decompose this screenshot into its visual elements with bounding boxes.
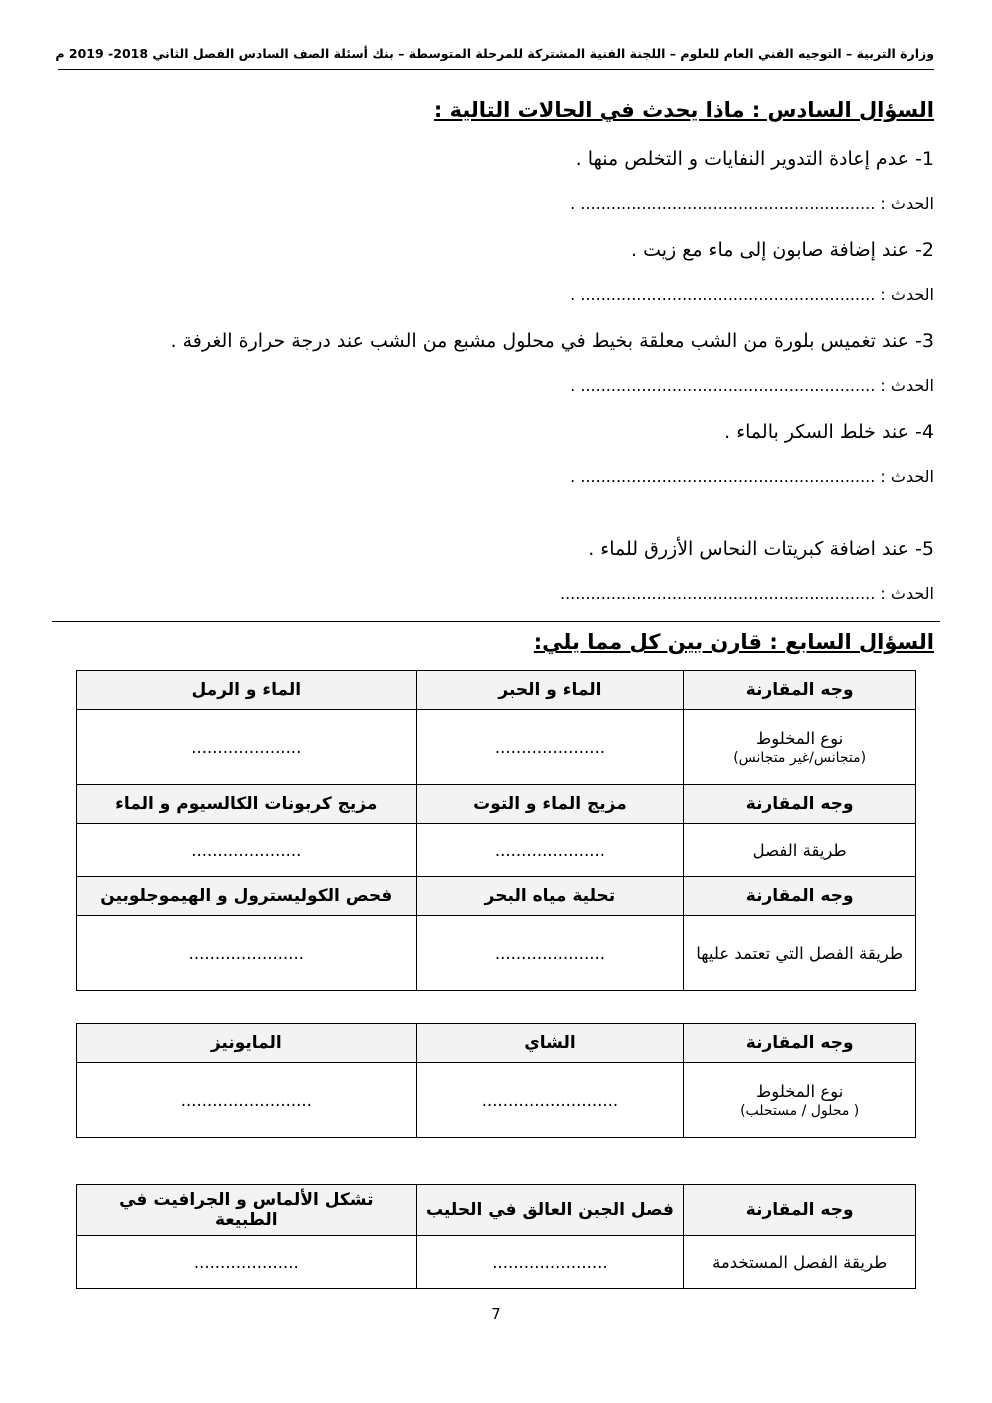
table-cell: ...................... [77,916,417,991]
item-text-1: 1- عدم إعادة التدوير النفايات و التخلص منها . [575,148,934,170]
question-six-section [58,98,934,603]
table-3-header-row [77,1185,916,1236]
table-cell: .......................... [416,1063,684,1138]
table-cell: الماء و الرمل [77,671,417,710]
table-cell: ...................... [416,1236,684,1289]
question-seven-section [58,630,934,1289]
table-cell: طريقة الفصل المستخدمة [684,1236,916,1289]
table-1-data-row-3 [77,916,916,991]
question-item-1 [58,148,934,213]
comparison-table-1 [76,670,916,991]
table-cell: طريقة الفصل التي تعتمد عليها [684,916,916,991]
answer-line-1: الحدث : .......................................................... . [570,194,934,213]
document-header [55,46,934,70]
cell-sub-text: (متجانس/غير متجانس) [733,749,867,766]
question-item-2 [58,239,934,304]
table-cell: تحلية مياه البحر [416,877,684,916]
table-cell: وجه المقارنة [684,877,916,916]
comparison-table-2 [76,1023,916,1138]
table-cell: وجه المقارنة [684,785,916,824]
table-cell: وجه المقارنة [684,1185,916,1236]
table-cell: وجه المقارنة [684,1024,916,1063]
answer-line-2: الحدث : .......................................................... . [570,285,934,304]
table-cell: ......................... [77,1063,417,1138]
section-divider [52,621,940,622]
item-text-3: 3- عند تغميس بلورة من الشب معلقة بخيط في محلول مشبع من الشب عند درجة حرارة الغرفة . [170,330,934,352]
table-cell: مزيج الماء و التوت [416,785,684,824]
question-item-5 [58,538,934,603]
table-2-header-row [77,1024,916,1063]
table-3-data-row [77,1236,916,1289]
table-cell: ..................... [77,824,417,877]
table-1-header-row-1 [77,671,916,710]
question-six-title-row [58,98,934,122]
table-cell: طريقة الفصل [684,824,916,877]
item-text-5: 5- عند اضافة كبريتات النحاس الأزرق للماء . [588,538,934,560]
comparison-table-3 [76,1184,916,1289]
cell-sub-text: ( محلول / مستحلب) [740,1102,860,1119]
answer-line-5: الحدث : .............................................................. [560,584,934,603]
table-cell: فصل الجبن العالق في الحليب [416,1185,684,1236]
question-seven-title-row [58,630,934,654]
table-cell: ..................... [416,916,684,991]
table-cell: الشاي [416,1024,684,1063]
table-cell: المايونيز [77,1024,417,1063]
answer-line-3: الحدث : .......................................................... . [570,376,934,395]
table-1-header-row-2 [77,785,916,824]
question-seven-title: السؤال السابع : قارن بين كل مما يلي: [533,630,934,654]
question-six-title: السؤال السادس : ماذا يحدث في الحالات التالية : [433,98,934,122]
table-cell [684,710,916,785]
item-text-4: 4- عند خلط السكر بالماء . [724,421,934,443]
table-cell: .................... [77,1236,417,1289]
table-2-data-row [77,1063,916,1138]
cell-main-text: نوع المخلوط [756,728,844,748]
header-text: وزارة التربية – التوجيه الفني العام للعلوم – اللجنة الفنية المشتركة للمرحلة المتوسطة – بنك أسئلة الصف السادس الفصل الثاني 2018- 2019 م [55,46,934,61]
table-cell: وجه المقارنة [684,671,916,710]
table-cell [684,1063,916,1138]
table-cell: ..................... [416,824,684,877]
question-item-4 [58,421,934,486]
page-number: 7 [491,1305,501,1323]
table-1-header-row-3 [77,877,916,916]
table-cell: الماء و الحبر [416,671,684,710]
table-cell: ..................... [77,710,417,785]
table-cell: ..................... [416,710,684,785]
table-cell: تشكل الألماس و الجرافيت في الطبيعة [77,1185,417,1236]
item-text-2: 2- عند إضافة صابون إلى ماء مع زيت . [630,239,934,261]
table-cell: مزيج كربونات الكالسيوم و الماء [77,785,417,824]
cell-main-text: نوع المخلوط [756,1081,844,1101]
table-1-data-row-2 [77,824,916,877]
answer-line-4: الحدث : .......................................................... . [570,467,934,486]
table-cell: فحص الكوليسترول و الهيموجلوبين [77,877,417,916]
question-item-3 [58,330,934,395]
table-1-data-row-1 [77,710,916,785]
